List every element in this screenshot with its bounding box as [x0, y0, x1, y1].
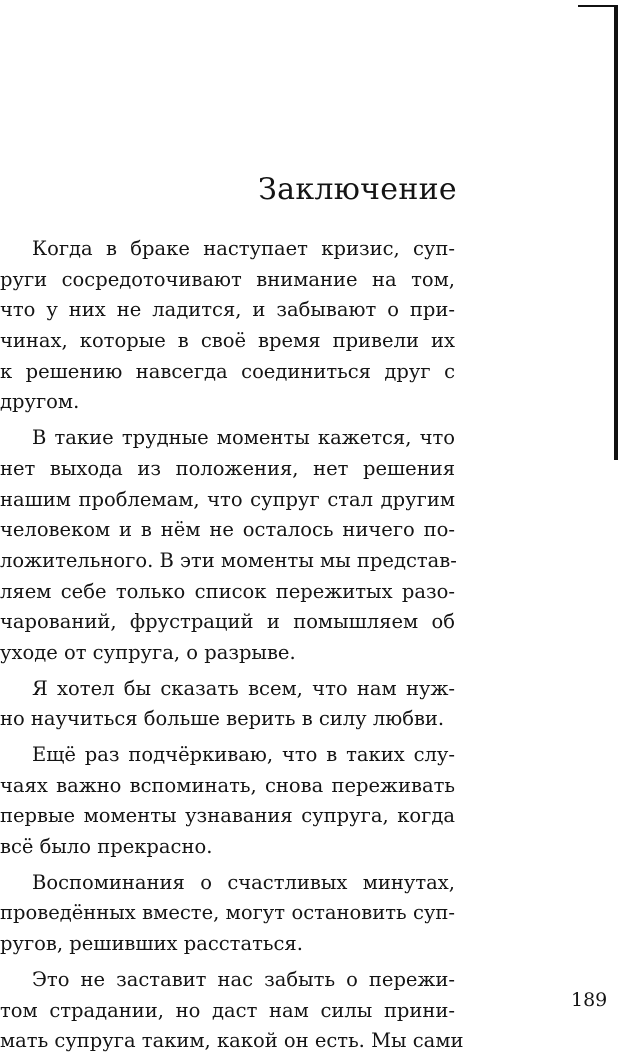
page-edge-top	[578, 5, 618, 7]
text-line: руги сосредоточивают внимание на том,	[0, 267, 455, 291]
paragraph	[0, 740, 455, 863]
text-line: к решению навсегда соединиться друг с	[0, 359, 455, 383]
text-line: всё было прекрасно.	[0, 835, 213, 859]
text-line: Ещё раз подчёркиваю, что в таких слу-	[32, 743, 455, 766]
page-edge-right	[614, 5, 618, 460]
text-line: ложительного. В эти моменты мы представ-	[0, 548, 457, 572]
page-number: 189	[571, 989, 608, 1011]
text-line: чаях важно вспоминать, снова переживать	[0, 773, 455, 797]
text-line: Это не заставит нас забыть о пережи-	[32, 967, 455, 991]
paragraph	[0, 965, 464, 1057]
text-line: нет выхода из положения, нет решения	[0, 456, 455, 480]
text-line: ругов, решивших расстаться.	[0, 932, 303, 956]
text-line: нашим проблемам, что супруг стал другим	[0, 487, 455, 511]
text-line: другом.	[0, 390, 80, 414]
paragraph	[0, 234, 455, 418]
text-line: мать супруга таким, какой он есть. Мы сами	[0, 1029, 464, 1053]
text-line: В такие трудные моменты кажется, что	[32, 426, 455, 450]
text-line: Воспоминания о счастливых минутах,	[32, 870, 455, 894]
paragraph	[0, 423, 455, 669]
chapter-title: Заключение	[258, 172, 457, 207]
text-line: первые моменты узнавания супруга, когда	[0, 804, 455, 828]
text-line: но научиться больше верить в силу любви.	[0, 707, 445, 731]
body-text	[0, 234, 464, 1057]
text-line: чинах, которые в своё время привели их	[0, 329, 455, 353]
text-line: Когда в браке наступает кризис, суп-	[32, 237, 455, 260]
text-line: том страдании, но даст нам силы прини-	[0, 998, 455, 1022]
paragraph	[0, 674, 455, 735]
text-line: что у них не ладится, и забывают о при-	[0, 298, 455, 322]
paragraph	[0, 868, 455, 960]
text-line: ляем себе только список пережитых разо-	[0, 579, 455, 603]
text-line: уходе от супруга, о разрыве.	[0, 640, 296, 664]
text-line: человеком и в нём не осталось ничего по-	[0, 518, 455, 542]
text-line: проведённых вместе, могут остановить суп-	[0, 901, 455, 925]
text-line: Я хотел бы сказать всем, что нам нуж-	[32, 676, 455, 700]
text-line: чарований, фрустраций и помышляем об	[0, 610, 455, 634]
